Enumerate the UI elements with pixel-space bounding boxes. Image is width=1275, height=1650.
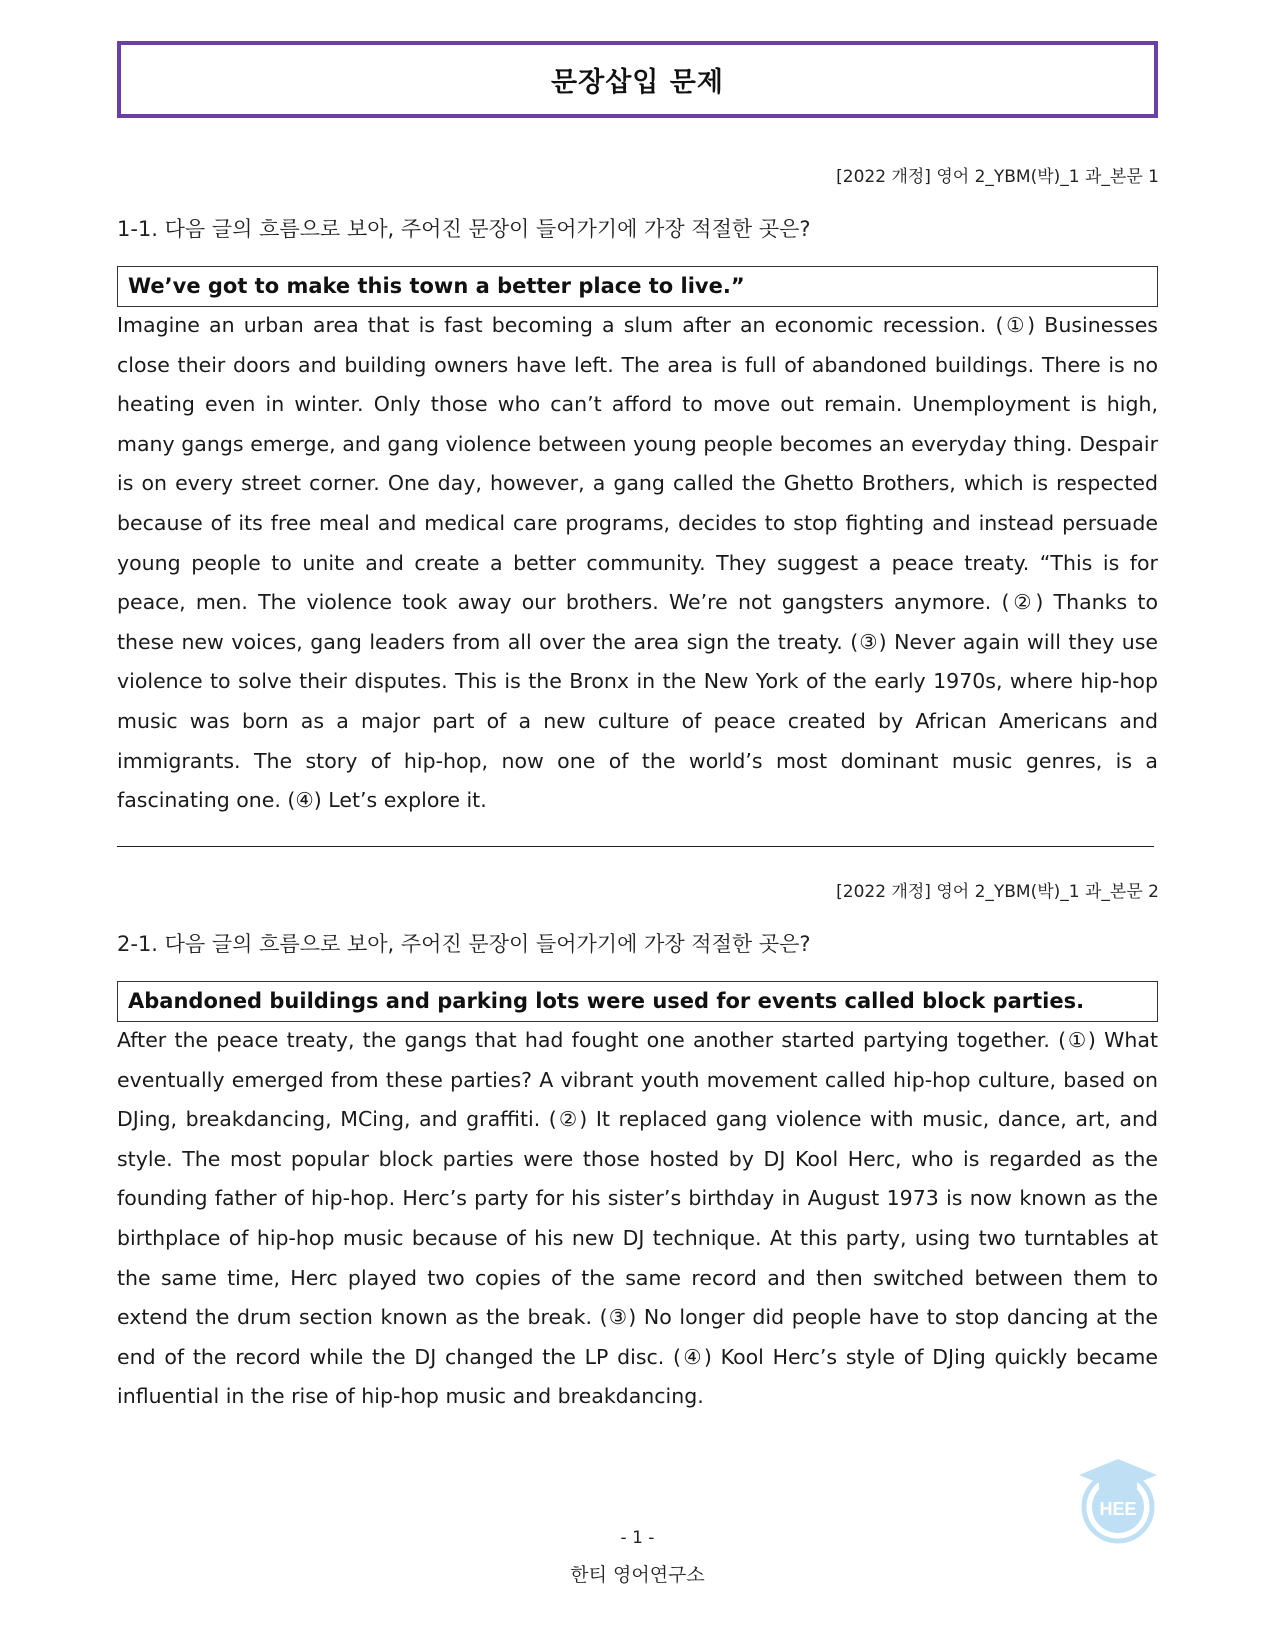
section-2-passage: After the peace treaty, the gangs that had fought one another started partying together. (①) What eventually emerged from these parties? A vibrant youth movement called hip-hop culture, based on DJing, breakdancing, MCing, and graffiti. (②) It replaced gang violence with music, dance, art, and style. The most popular block parties were those hosted by DJ Kool Herc, who is regarded as the founding father of hip-hop. Herc’s party for his sister’s birthday in August 1973 is now known as the birthplace of hip-hop music because of his new DJ technique. At this party, using two turntables at the same time, Herc played two copies of the same record and then switched between them to extend the drum section known as the break. (③) No longer did people have to stop dancing at the end of the record while the DJ changed the LP disc. (④) Kool Herc’s style of DJing quickly became influential in the rise of hip-hop music and breakdancing. xyxy=(117,1028,1158,1409)
section-divider xyxy=(117,846,1154,847)
section-1-question: 1-1. 다음 글의 흐름으로 보아, 주어진 문장이 들어가기에 가장 적절한 곳은? xyxy=(117,217,811,241)
section-1-source: [2022 개정] 영어 2_YBM(박)_1 과_본문 1 xyxy=(836,167,1159,187)
title-box xyxy=(117,41,1158,118)
section-2-source: [2022 개정] 영어 2_YBM(박)_1 과_본문 2 xyxy=(836,882,1159,902)
page-number: - 1 - xyxy=(620,1528,655,1548)
section-2-question: 2-1. 다음 글의 흐름으로 보아, 주어진 문장이 들어가기에 가장 적절한 곳은? xyxy=(117,932,811,956)
section-1-passage: Imagine an urban area that is fast becoming a slum after an economic recession. (①) Businesses close their doors and building owners have left. The area is full of abandoned buildings. There is no heating even in winter. Only those who can’t afford to move out remain. Unemployment is high, many gangs emerge, and gang violence between young people becomes an everyday thing. Despair is on every street corner. One day, however, a gang called the Ghetto Brothers, which is respected because of its free meal and medical care programs, decides to stop fighting and instead persuade young people to unite and create a better community. They suggest a peace treaty. “This is for peace, men. The violence took away our brothers. We’re not gangsters anymore. (②) Thanks to these new voices, gang leaders from all over the area sign the treaty. (③) Never again will they use violence to solve their disputes. This is the Bronx in the New York of the early 1970s, where hip-hop music was born as a major part of a new culture of peace created by African Americans and immigrants. The story of hip-hop, now one of the world’s most dominant music genres, is a fascinating one. (④) Let’s explore it. xyxy=(117,313,1158,813)
logo-text: HEE xyxy=(1099,1499,1137,1519)
page-title: 문장삽입 문제 xyxy=(551,67,724,98)
footer-text: 한티 영어연구소 xyxy=(570,1564,705,1586)
section-1-given-sentence: We’ve got to make this town a better place to live.” xyxy=(117,266,1158,307)
section-2-given-sentence: Abandoned buildings and parking lots were used for events called block parties. xyxy=(117,981,1158,1022)
